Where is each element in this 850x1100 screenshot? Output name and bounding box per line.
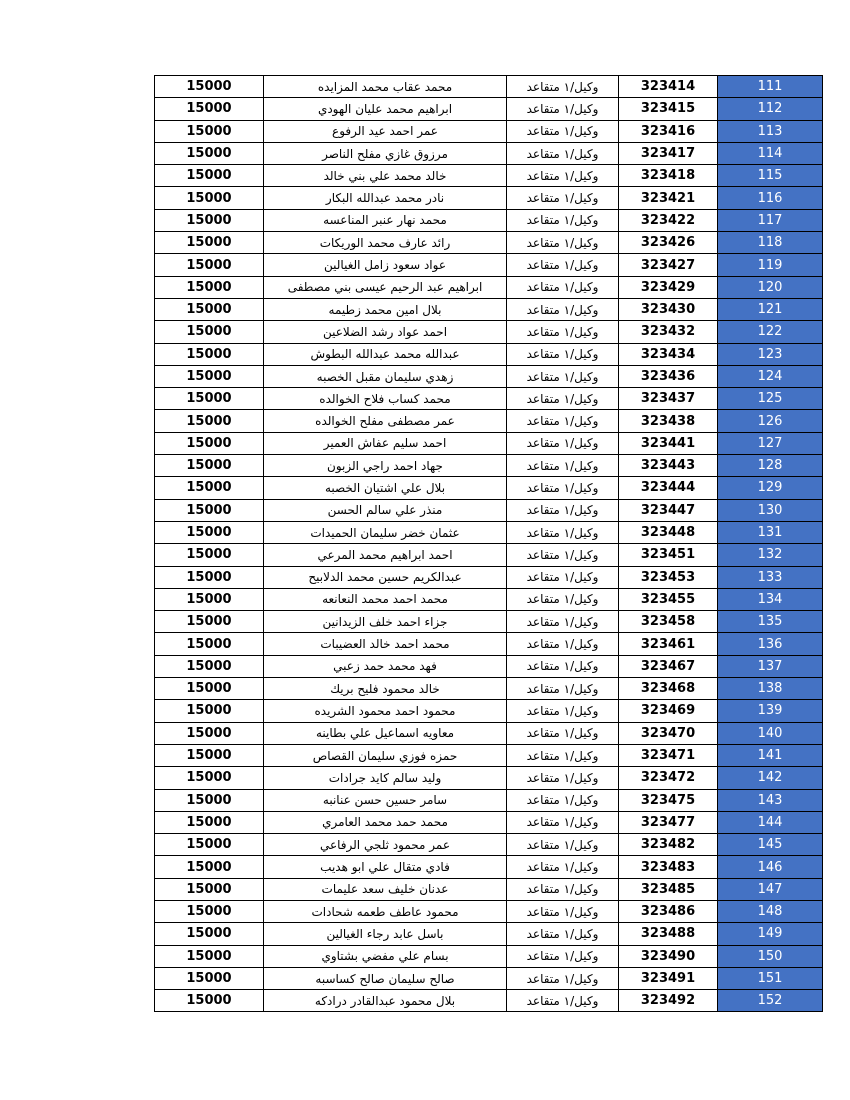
name-cell: جهاد احمد راجي الزبون [264, 455, 507, 477]
name-cell: معاويه اسماعيل علي بطاينه [264, 722, 507, 744]
rank-cell: وكيل/١ متقاعد [507, 298, 619, 320]
name-cell: محمود عاطف طعمه شحادات [264, 900, 507, 922]
table-row [155, 187, 823, 209]
serial-number-cell: 144 [718, 811, 823, 833]
id-number-cell: 323436 [619, 365, 718, 387]
serial-number-cell: 118 [718, 232, 823, 254]
table-row [155, 566, 823, 588]
rank-cell: وكيل/١ متقاعد [507, 789, 619, 811]
id-number-cell: 323470 [619, 722, 718, 744]
amount-cell: 15000 [155, 76, 264, 98]
roster-table [154, 75, 823, 1012]
name-cell: احمد سليم عفاش العمير [264, 432, 507, 454]
serial-number-cell: 141 [718, 744, 823, 766]
rank-cell: وكيل/١ متقاعد [507, 209, 619, 231]
name-cell: محمد حمد محمد العامري [264, 811, 507, 833]
id-number-cell: 323468 [619, 678, 718, 700]
id-number-cell: 323437 [619, 388, 718, 410]
amount-cell: 15000 [155, 165, 264, 187]
id-number-cell: 323426 [619, 232, 718, 254]
name-cell: عبدالله محمد عبدالله البطوش [264, 343, 507, 365]
rank-cell: وكيل/١ متقاعد [507, 566, 619, 588]
table-row [155, 343, 823, 365]
table-row [155, 477, 823, 499]
id-number-cell: 323486 [619, 900, 718, 922]
name-cell: محمد نهار عنبر المناعسه [264, 209, 507, 231]
amount-cell: 15000 [155, 789, 264, 811]
rank-cell: وكيل/١ متقاعد [507, 187, 619, 209]
rank-cell: وكيل/١ متقاعد [507, 410, 619, 432]
id-number-cell: 323417 [619, 142, 718, 164]
amount-cell: 15000 [155, 767, 264, 789]
table-row [155, 432, 823, 454]
rank-cell: وكيل/١ متقاعد [507, 521, 619, 543]
rank-cell: وكيل/١ متقاعد [507, 232, 619, 254]
amount-cell: 15000 [155, 544, 264, 566]
name-cell: خالد محمد علي بني خالد [264, 165, 507, 187]
serial-number-cell: 131 [718, 521, 823, 543]
name-cell: باسل عابد رجاء الغيالين [264, 923, 507, 945]
amount-cell: 15000 [155, 923, 264, 945]
amount-cell: 15000 [155, 678, 264, 700]
serial-number-cell: 117 [718, 209, 823, 231]
id-number-cell: 323455 [619, 588, 718, 610]
table-row [155, 789, 823, 811]
table-row [155, 878, 823, 900]
table-row [155, 410, 823, 432]
amount-cell: 15000 [155, 990, 264, 1012]
serial-number-cell: 143 [718, 789, 823, 811]
rank-cell: وكيل/١ متقاعد [507, 767, 619, 789]
amount-cell: 15000 [155, 878, 264, 900]
rank-cell: وكيل/١ متقاعد [507, 254, 619, 276]
id-number-cell: 323475 [619, 789, 718, 811]
table-row [155, 700, 823, 722]
table-row [155, 856, 823, 878]
name-cell: عمر محمود ثلجي الرفاعي [264, 834, 507, 856]
serial-number-cell: 125 [718, 388, 823, 410]
id-number-cell: 323483 [619, 856, 718, 878]
rank-cell: وكيل/١ متقاعد [507, 499, 619, 521]
name-cell: بلال محمود عبدالقادر درادكه [264, 990, 507, 1012]
id-number-cell: 323448 [619, 521, 718, 543]
rank-cell: وكيل/١ متقاعد [507, 633, 619, 655]
id-number-cell: 323485 [619, 878, 718, 900]
amount-cell: 15000 [155, 410, 264, 432]
id-number-cell: 323447 [619, 499, 718, 521]
id-number-cell: 323434 [619, 343, 718, 365]
rank-cell: وكيل/١ متقاعد [507, 120, 619, 142]
name-cell: احمد ابراهيم محمد المرعي [264, 544, 507, 566]
id-number-cell: 323429 [619, 276, 718, 298]
rank-cell: وكيل/١ متقاعد [507, 900, 619, 922]
name-cell: وليد سالم كايد جرادات [264, 767, 507, 789]
serial-number-cell: 114 [718, 142, 823, 164]
id-number-cell: 323477 [619, 811, 718, 833]
table-row [155, 142, 823, 164]
name-cell: صالح سليمان صالح كساسبه [264, 967, 507, 989]
name-cell: فهد محمد حمد زعبي [264, 655, 507, 677]
id-number-cell: 323418 [619, 165, 718, 187]
id-number-cell: 323469 [619, 700, 718, 722]
amount-cell: 15000 [155, 900, 264, 922]
table-row [155, 744, 823, 766]
table-row [155, 967, 823, 989]
amount-cell: 15000 [155, 700, 264, 722]
id-number-cell: 323414 [619, 76, 718, 98]
rank-cell: وكيل/١ متقاعد [507, 967, 619, 989]
serial-number-cell: 130 [718, 499, 823, 521]
amount-cell: 15000 [155, 477, 264, 499]
id-number-cell: 323482 [619, 834, 718, 856]
name-cell: عثمان خضر سليمان الحميدات [264, 521, 507, 543]
rank-cell: وكيل/١ متقاعد [507, 811, 619, 833]
serial-number-cell: 126 [718, 410, 823, 432]
name-cell: محمد كساب فلاح الخوالده [264, 388, 507, 410]
id-number-cell: 323488 [619, 923, 718, 945]
table-row [155, 811, 823, 833]
serial-number-cell: 148 [718, 900, 823, 922]
serial-number-cell: 128 [718, 455, 823, 477]
id-number-cell: 323461 [619, 633, 718, 655]
table-row [155, 120, 823, 142]
rank-cell: وكيل/١ متقاعد [507, 365, 619, 387]
amount-cell: 15000 [155, 187, 264, 209]
id-number-cell: 323430 [619, 298, 718, 320]
rank-cell: وكيل/١ متقاعد [507, 945, 619, 967]
table-row [155, 900, 823, 922]
name-cell: عبدالكريم حسين محمد الدلابيح [264, 566, 507, 588]
id-number-cell: 323441 [619, 432, 718, 454]
serial-number-cell: 134 [718, 588, 823, 610]
rank-cell: وكيل/١ متقاعد [507, 544, 619, 566]
name-cell: ابراهيم عبد الرحيم عيسى بني مصطفى [264, 276, 507, 298]
table-row [155, 655, 823, 677]
serial-number-cell: 135 [718, 611, 823, 633]
id-number-cell: 323443 [619, 455, 718, 477]
table-row [155, 388, 823, 410]
rank-cell: وكيل/١ متقاعد [507, 142, 619, 164]
table-row [155, 298, 823, 320]
id-number-cell: 323490 [619, 945, 718, 967]
table-row [155, 678, 823, 700]
id-number-cell: 323453 [619, 566, 718, 588]
amount-cell: 15000 [155, 321, 264, 343]
amount-cell: 15000 [155, 566, 264, 588]
amount-cell: 15000 [155, 254, 264, 276]
rank-cell: وكيل/١ متقاعد [507, 455, 619, 477]
serial-number-cell: 127 [718, 432, 823, 454]
table-row [155, 990, 823, 1012]
rank-cell: وكيل/١ متقاعد [507, 655, 619, 677]
name-cell: محمد احمد محمد النعانعه [264, 588, 507, 610]
amount-cell: 15000 [155, 611, 264, 633]
table-row [155, 76, 823, 98]
table-row [155, 98, 823, 120]
amount-cell: 15000 [155, 388, 264, 410]
name-cell: عواد سعود زامل الغيالين [264, 254, 507, 276]
table-row [155, 254, 823, 276]
amount-cell: 15000 [155, 834, 264, 856]
table-row [155, 834, 823, 856]
amount-cell: 15000 [155, 343, 264, 365]
serial-number-cell: 146 [718, 856, 823, 878]
rank-cell: وكيل/١ متقاعد [507, 834, 619, 856]
serial-number-cell: 123 [718, 343, 823, 365]
amount-cell: 15000 [155, 365, 264, 387]
id-number-cell: 323438 [619, 410, 718, 432]
amount-cell: 15000 [155, 232, 264, 254]
serial-number-cell: 120 [718, 276, 823, 298]
name-cell: منذر علي سالم الحسن [264, 499, 507, 521]
serial-number-cell: 132 [718, 544, 823, 566]
name-cell: بلال علي اشتيان الخصبه [264, 477, 507, 499]
amount-cell: 15000 [155, 276, 264, 298]
serial-number-cell: 151 [718, 967, 823, 989]
name-cell: محمد عقاب محمد المزايده [264, 76, 507, 98]
rank-cell: وكيل/١ متقاعد [507, 432, 619, 454]
amount-cell: 15000 [155, 432, 264, 454]
serial-number-cell: 140 [718, 722, 823, 744]
name-cell: عمر مصطفى مفلح الخوالده [264, 410, 507, 432]
amount-cell: 15000 [155, 655, 264, 677]
rank-cell: وكيل/١ متقاعد [507, 923, 619, 945]
serial-number-cell: 139 [718, 700, 823, 722]
table-row [155, 722, 823, 744]
table-row [155, 588, 823, 610]
rank-cell: وكيل/١ متقاعد [507, 276, 619, 298]
name-cell: نادر محمد عبدالله البكار [264, 187, 507, 209]
name-cell: سامر حسين حسن عنانبه [264, 789, 507, 811]
name-cell: بسام علي مفضي بشتاوي [264, 945, 507, 967]
amount-cell: 15000 [155, 455, 264, 477]
table-row [155, 499, 823, 521]
name-cell: زهدي سليمان مقبل الخصبه [264, 365, 507, 387]
id-number-cell: 323444 [619, 477, 718, 499]
table-row [155, 633, 823, 655]
name-cell: خالد محمود فليح بريك [264, 678, 507, 700]
rank-cell: وكيل/١ متقاعد [507, 477, 619, 499]
id-number-cell: 323427 [619, 254, 718, 276]
id-number-cell: 323421 [619, 187, 718, 209]
table-row [155, 767, 823, 789]
name-cell: رائد عارف محمد الوريكات [264, 232, 507, 254]
rank-cell: وكيل/١ متقاعد [507, 76, 619, 98]
id-number-cell: 323432 [619, 321, 718, 343]
rank-cell: وكيل/١ متقاعد [507, 856, 619, 878]
amount-cell: 15000 [155, 521, 264, 543]
name-cell: عمر احمد عيد الرفوع [264, 120, 507, 142]
amount-cell: 15000 [155, 633, 264, 655]
name-cell: بلال امين محمد زطيمه [264, 298, 507, 320]
name-cell: محمود احمد محمود الشريده [264, 700, 507, 722]
id-number-cell: 323491 [619, 967, 718, 989]
table-row [155, 611, 823, 633]
amount-cell: 15000 [155, 499, 264, 521]
serial-number-cell: 129 [718, 477, 823, 499]
serial-number-cell: 111 [718, 76, 823, 98]
rank-cell: وكيل/١ متقاعد [507, 744, 619, 766]
name-cell: عدنان خليف سعد عليمات [264, 878, 507, 900]
rank-cell: وكيل/١ متقاعد [507, 98, 619, 120]
amount-cell: 15000 [155, 856, 264, 878]
serial-number-cell: 152 [718, 990, 823, 1012]
id-number-cell: 323422 [619, 209, 718, 231]
id-number-cell: 323471 [619, 744, 718, 766]
rank-cell: وكيل/١ متقاعد [507, 990, 619, 1012]
id-number-cell: 323451 [619, 544, 718, 566]
amount-cell: 15000 [155, 967, 264, 989]
serial-number-cell: 121 [718, 298, 823, 320]
rank-cell: وكيل/١ متقاعد [507, 388, 619, 410]
name-cell: مرزوق غازي مفلح الناصر [264, 142, 507, 164]
rank-cell: وكيل/١ متقاعد [507, 878, 619, 900]
serial-number-cell: 112 [718, 98, 823, 120]
serial-number-cell: 124 [718, 365, 823, 387]
id-number-cell: 323415 [619, 98, 718, 120]
id-number-cell: 323492 [619, 990, 718, 1012]
table-row [155, 923, 823, 945]
rank-cell: وكيل/١ متقاعد [507, 722, 619, 744]
amount-cell: 15000 [155, 722, 264, 744]
name-cell: محمد احمد خالد العضيبات [264, 633, 507, 655]
serial-number-cell: 150 [718, 945, 823, 967]
amount-cell: 15000 [155, 142, 264, 164]
serial-number-cell: 142 [718, 767, 823, 789]
table-row [155, 365, 823, 387]
table-row [155, 544, 823, 566]
id-number-cell: 323416 [619, 120, 718, 142]
table-row [155, 232, 823, 254]
serial-number-cell: 138 [718, 678, 823, 700]
id-number-cell: 323467 [619, 655, 718, 677]
table-row [155, 945, 823, 967]
serial-number-cell: 137 [718, 655, 823, 677]
table-row [155, 209, 823, 231]
name-cell: جزاء احمد خلف الزيدانين [264, 611, 507, 633]
table-row [155, 165, 823, 187]
rank-cell: وكيل/١ متقاعد [507, 343, 619, 365]
name-cell: ابراهيم محمد عليان الهودي [264, 98, 507, 120]
id-number-cell: 323472 [619, 767, 718, 789]
amount-cell: 15000 [155, 298, 264, 320]
amount-cell: 15000 [155, 120, 264, 142]
name-cell: حمزه فوزي سليمان القصاص [264, 744, 507, 766]
roster-body [155, 76, 823, 1012]
rank-cell: وكيل/١ متقاعد [507, 165, 619, 187]
amount-cell: 15000 [155, 744, 264, 766]
rank-cell: وكيل/١ متقاعد [507, 700, 619, 722]
serial-number-cell: 149 [718, 923, 823, 945]
amount-cell: 15000 [155, 98, 264, 120]
serial-number-cell: 122 [718, 321, 823, 343]
serial-number-cell: 133 [718, 566, 823, 588]
serial-number-cell: 115 [718, 165, 823, 187]
amount-cell: 15000 [155, 588, 264, 610]
rank-cell: وكيل/١ متقاعد [507, 321, 619, 343]
serial-number-cell: 136 [718, 633, 823, 655]
amount-cell: 15000 [155, 811, 264, 833]
serial-number-cell: 145 [718, 834, 823, 856]
name-cell: فادي متقال علي ابو هديب [264, 856, 507, 878]
table-row [155, 321, 823, 343]
serial-number-cell: 113 [718, 120, 823, 142]
serial-number-cell: 119 [718, 254, 823, 276]
rank-cell: وكيل/١ متقاعد [507, 611, 619, 633]
serial-number-cell: 147 [718, 878, 823, 900]
amount-cell: 15000 [155, 945, 264, 967]
rank-cell: وكيل/١ متقاعد [507, 588, 619, 610]
name-cell: احمد عواد رشد الضلاعين [264, 321, 507, 343]
table-row [155, 521, 823, 543]
amount-cell: 15000 [155, 209, 264, 231]
serial-number-cell: 116 [718, 187, 823, 209]
table-row [155, 276, 823, 298]
rank-cell: وكيل/١ متقاعد [507, 678, 619, 700]
table-row [155, 455, 823, 477]
id-number-cell: 323458 [619, 611, 718, 633]
